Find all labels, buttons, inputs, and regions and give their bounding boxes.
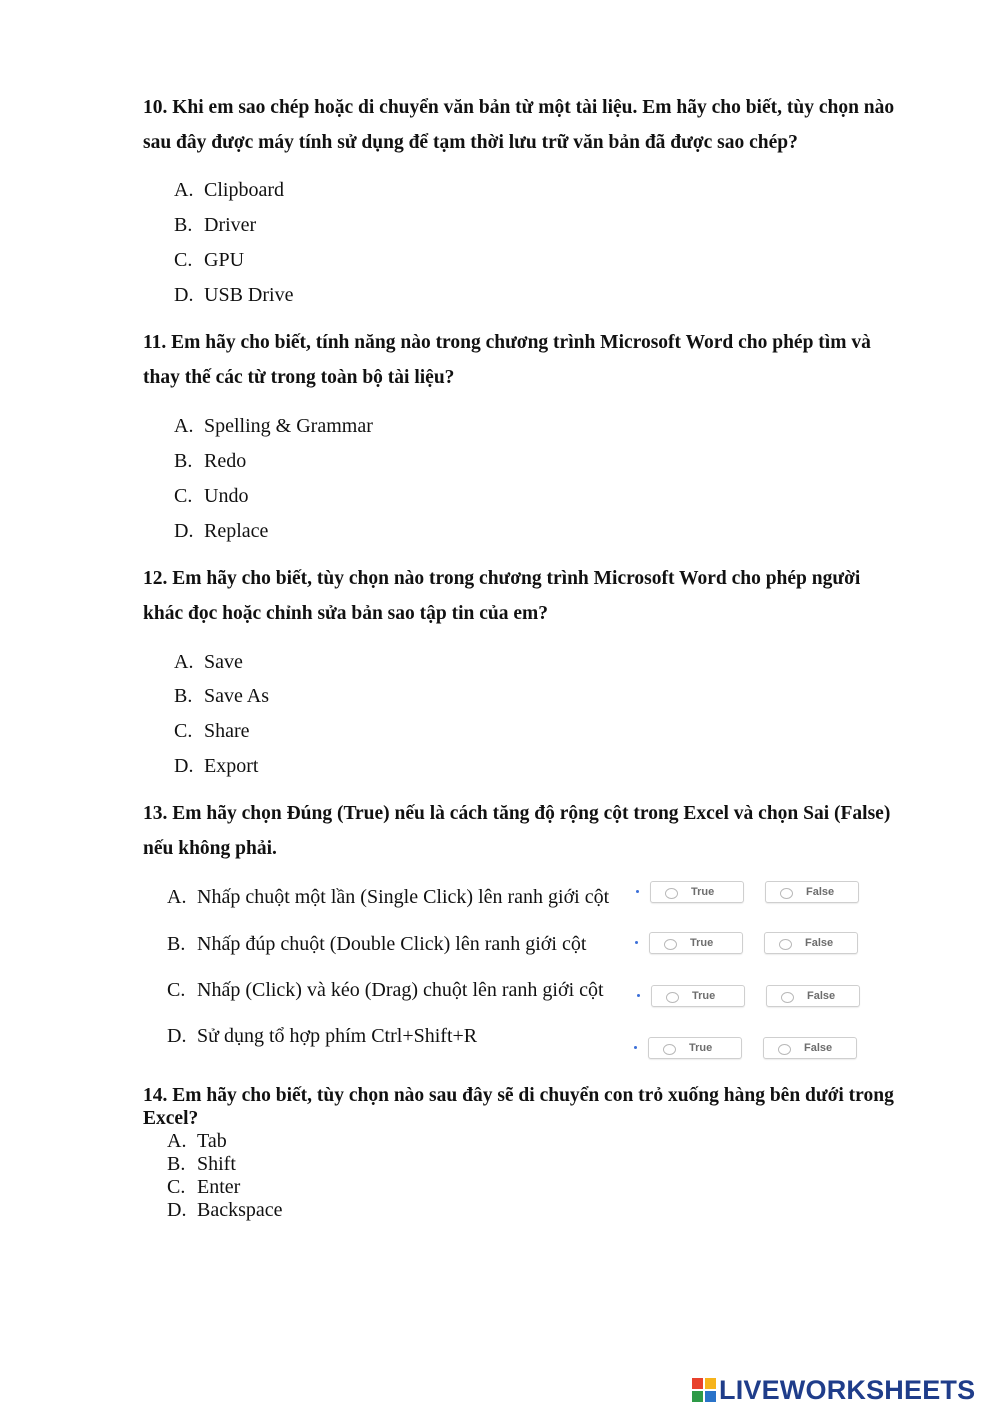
question-12-option-c: C. Share xyxy=(174,720,250,742)
question-13-option-d: D. Sử dụng tổ hợp phím Ctrl+Shift+R xyxy=(167,1025,478,1047)
logo-text: LIVEWORKSHEETS xyxy=(719,1375,976,1405)
radio-circle-icon xyxy=(778,1044,791,1055)
bullet-dot-icon xyxy=(635,941,638,944)
question-14-option-b: B. Shift xyxy=(167,1153,236,1175)
question-14-option-a: A. Tab xyxy=(167,1130,227,1152)
radio-circle-icon xyxy=(780,888,793,899)
question-14-text: 14. Em hãy cho biết, tùy chọn nào sau đây sẽ di chuyển con trỏ xuống hàng bên dưới trong Excel? xyxy=(143,1085,894,1129)
liveworksheets-logo-icon xyxy=(692,1378,716,1402)
question-13-option-a: A. Nhấp chuột một lần (Single Click) lên ranh giới cột xyxy=(167,886,610,908)
question-10-option-d: D. USB Drive xyxy=(174,284,294,306)
true-button[interactable]: True xyxy=(648,1037,742,1059)
radio-circle-icon xyxy=(664,939,677,950)
false-button[interactable]: False xyxy=(766,985,860,1007)
question-10-option-c: C. GPU xyxy=(174,249,245,271)
question-11-option-b: B. Redo xyxy=(174,450,247,472)
question-10-text: 10. Khi em sao chép hoặc di chuyển văn bản từ một tài liệu. Em hãy cho biết, tùy chọn nào sau đây được máy tính sử dụng để tạm thời lưu trữ văn bản đã được sao chép? xyxy=(143,97,895,153)
question-11-option-a: A. Spelling & Grammar xyxy=(174,415,373,437)
true-button[interactable]: True xyxy=(649,932,743,954)
question-11-option-d: D. Replace xyxy=(174,520,269,542)
question-11-text: 11. Em hãy cho biết, tính năng nào trong chương trình Microsoft Word cho phép tìm và thay thế các từ trong toàn bộ tài liệu? xyxy=(143,332,871,388)
false-button[interactable]: False xyxy=(765,881,859,903)
question-12-option-d: D. Export xyxy=(174,755,259,777)
question-11-option-c: C. Undo xyxy=(174,485,249,507)
question-13-option-b: B. Nhấp đúp chuột (Double Click) lên ranh giới cột xyxy=(167,933,587,955)
question-13-option-c: C. Nhấp (Click) và kéo (Drag) chuột lên ranh giới cột xyxy=(167,979,604,1001)
radio-circle-icon xyxy=(781,992,794,1003)
question-10-option-a: A. Clipboard xyxy=(174,179,284,201)
liveworksheets-logo xyxy=(692,1375,975,1405)
question-10-option-b: B. Driver xyxy=(174,214,257,236)
question-12-text: 12. Em hãy cho biết, tùy chọn nào trong chương trình Microsoft Word cho phép người khác đọc hoặc chỉnh sửa bản sao tập tin của em? xyxy=(143,568,861,624)
bullet-dot-icon xyxy=(637,994,640,997)
question-13-text: 13. Em hãy chọn Đúng (True) nếu là cách tăng độ rộng cột trong Excel và chọn Sai (False) nếu không phải. xyxy=(143,803,891,859)
radio-circle-icon xyxy=(666,992,679,1003)
bullet-dot-icon xyxy=(636,890,639,893)
true-button[interactable]: True xyxy=(651,985,745,1007)
false-button[interactable]: False xyxy=(764,932,858,954)
true-button[interactable]: True xyxy=(650,881,744,903)
question-12-option-a: A. Save xyxy=(174,651,243,673)
question-14-option-c: C. Enter xyxy=(167,1176,241,1198)
bullet-dot-icon xyxy=(634,1046,637,1049)
radio-circle-icon xyxy=(779,939,792,950)
question-12-option-b: B. Save As xyxy=(174,685,269,707)
question-14-option-d: D. Backspace xyxy=(167,1199,283,1221)
false-button[interactable]: False xyxy=(763,1037,857,1059)
radio-circle-icon xyxy=(665,888,678,899)
radio-circle-icon xyxy=(663,1044,676,1055)
